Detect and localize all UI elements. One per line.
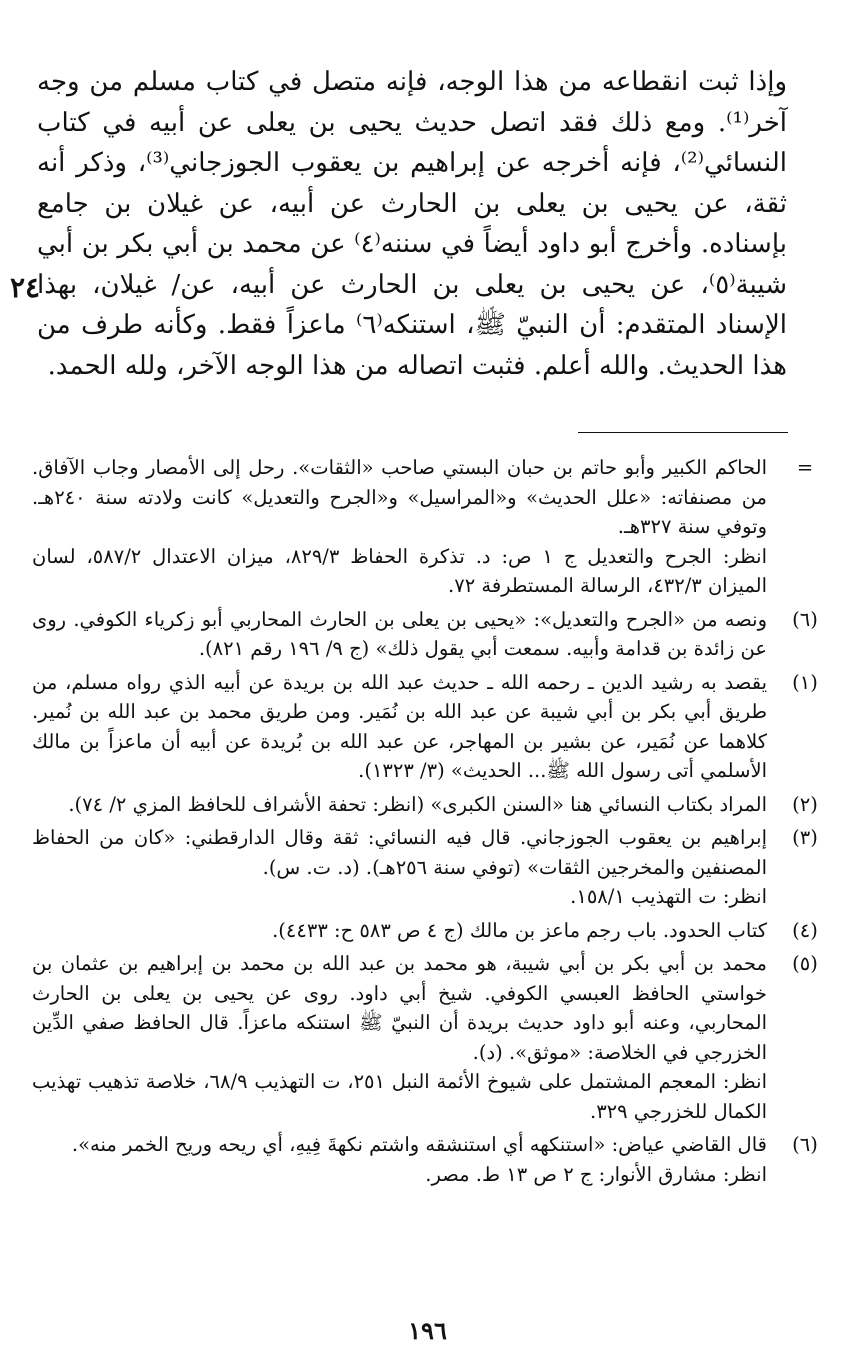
footnote-number: (٣) xyxy=(792,826,818,849)
footnote-paragraph: قال القاضي عياض: «استنكهه أي استنشقه واشتم نكهةَ فِيهِ، أي ريحه وريح الخمر منه». xyxy=(71,1133,767,1156)
footnote-number: (٦) xyxy=(792,607,818,631)
footnote xyxy=(32,916,827,946)
footnote-number: (٥) xyxy=(792,952,818,975)
footnote-number: (١) xyxy=(792,670,818,694)
footnote-paragraph: يقصد به رشيد الدين ـ رحمه الله ـ حديث عبد الله بن بريدة عن أبيه الذي رواه مسلم، من طريق أبي بكر بن أبي شيبة عن عبد الله بن نُمَير. ومن طريق محمد بن عبد الله بن نُمير. كلاهما عن نُمَير، عن بشير بن المهاجر، عن عبد الله بن بُريدة عن أبيه أن ماعزاً بن مالك الأسلمي أتى رسول الله ﷺ... الحديث» (٣/ ١٣٢٣). xyxy=(32,670,767,782)
footnote xyxy=(32,1130,827,1189)
footnote-body xyxy=(32,790,767,820)
footnote-paragraph: انظر: المعجم المشتمل على شيوخ الأئمة النبل ٢٥١، ت التهذيب ٦٨/٩، خلاصة تذهيب تهذيب الكمال للخزرجي ٣٢٩. xyxy=(32,1070,767,1123)
page-number: ١٩٦ xyxy=(408,1316,447,1345)
footnote-number: (٦) xyxy=(792,1133,818,1156)
footnote-body xyxy=(32,668,767,786)
footnotes-section xyxy=(32,453,827,1193)
footnote-body xyxy=(32,453,767,601)
footnote xyxy=(32,605,827,664)
footnote-body xyxy=(32,1130,767,1189)
footnote-paragraph: انظر: ت التهذيب ١٥٨/١. xyxy=(570,885,767,908)
main-text-block xyxy=(37,62,787,386)
main-paragraph: وإذا ثبت انقطاعه من هذا الوجه، فإنه متصل في كتاب مسلم من وجه آخر⁽¹⁾. ومع ذلك فقد اتصل حديث يحيى بن يعلى عن أبيه في كتاب النسائي⁽²⁾، فإنه أخرجه عن إبراهيم بن يعقوب الجوزجاني⁽³⁾، وذكر أنه ثقة، عن يحيى بن يعلى بن الحارث عن أبيه، عن غيلان بن جامع بإسناده. وأخرج أبو داود أيضاً في سننه⁽٤⁾ عن محمد بن أبي بكر بن أبي شيبة⁽٥⁾، عن يحيى بن يعلى بن الحارث عن أبيه، عن/ غيلان، بهذا الإسناد المتقدم: أن النبيّ ﷺ، استنكه⁽٦⁾ ماعزاً فقط. وكأنه طرف من هذا الحديث. والله أعلم. فثبت اتصاله من هذا الوجه الآخر، ولله الحمد. xyxy=(37,67,787,381)
footnote xyxy=(32,668,827,786)
footnote-number: = xyxy=(796,456,814,479)
footnote-body xyxy=(32,949,767,1126)
footnote-separator xyxy=(578,432,788,433)
footnote xyxy=(32,453,827,601)
footnote-paragraph: الحاكم الكبير وأبو حاتم بن حبان البستي صاحب «الثقات». رحل إلى الأمصار وجاب الآفاق. من مصنفاته: «علل الحديث» و«المراسيل» و«الجرح والتعديل» كانت ولادته سنة ٢٤٠هـ. وتوفي سنة ٣٢٧هـ. xyxy=(32,456,767,538)
margin-page-marker: ٢٤ xyxy=(10,271,41,304)
footnote-paragraph: محمد بن أبي بكر بن أبي شيبة، هو محمد بن عبد الله بن محمد بن إبراهيم بن عثمان بن خواستي الحافظ العبسي الكوفي. شيخ أبي داود. روى عن يحيى بن يعلى بن الحارث المحاربي، وعنه أبو داود حديث بريدة أن النبيّ ﷺ استنكه ماعزاً. قال الحافظ صفي الدِّين الخزرجي في الخلاصة: «موثق». (د). xyxy=(32,952,767,1064)
footnote-body xyxy=(32,916,767,946)
footnote-body xyxy=(32,605,767,664)
footnote-paragraph: المراد بكتاب النسائي هنا «السنن الكبرى» (انظر: تحفة الأشراف للحافظ المزي ٢/ ٧٤). xyxy=(68,792,767,816)
footnote-number: (٤) xyxy=(792,918,818,942)
footnote-paragraph: إبراهيم بن يعقوب الجوزجاني. قال فيه النسائي: ثقة وقال الدارقطني: «كان من الحفاظ المصنفين والمخرجين الثقات» (توفي سنة ٢٥٦هـ). (د. ت. س). xyxy=(32,826,767,879)
footnote-paragraph: كتاب الحدود. باب رجم ماعز بن مالك (ج ٤ ص ٥٨٣ ح: ٤٤٣٣). xyxy=(272,918,767,942)
footnote-body xyxy=(32,823,767,912)
footnote-number: (٢) xyxy=(792,792,818,816)
footnote-paragraph: انظر: مشارق الأنوار: ج ٢ ص ١٣ ط. مصر. xyxy=(425,1162,767,1186)
footnote xyxy=(32,823,827,912)
footnote xyxy=(32,949,827,1126)
footnote xyxy=(32,790,827,820)
footnote-paragraph: ونصه من «الجرح والتعديل»: «يحيى بن يعلى بن الحارث المحاربي أبو زكرياء الكوفي. روى عن زائدة بن قدامة وأبيه. سمعت أبي يقول ذلك» (ج ٩/ ١٩٦ رقم ٨٢١). xyxy=(32,607,767,660)
footnote-paragraph: انظر: الجرح والتعديل ج ١ ص: د. تذكرة الحفاظ ٨٢٩/٣، ميزان الاعتدال ٥٨٧/٢، لسان الميزان ٤٣٢/٣، الرسالة المستطرفة ٧٢. xyxy=(32,544,768,597)
